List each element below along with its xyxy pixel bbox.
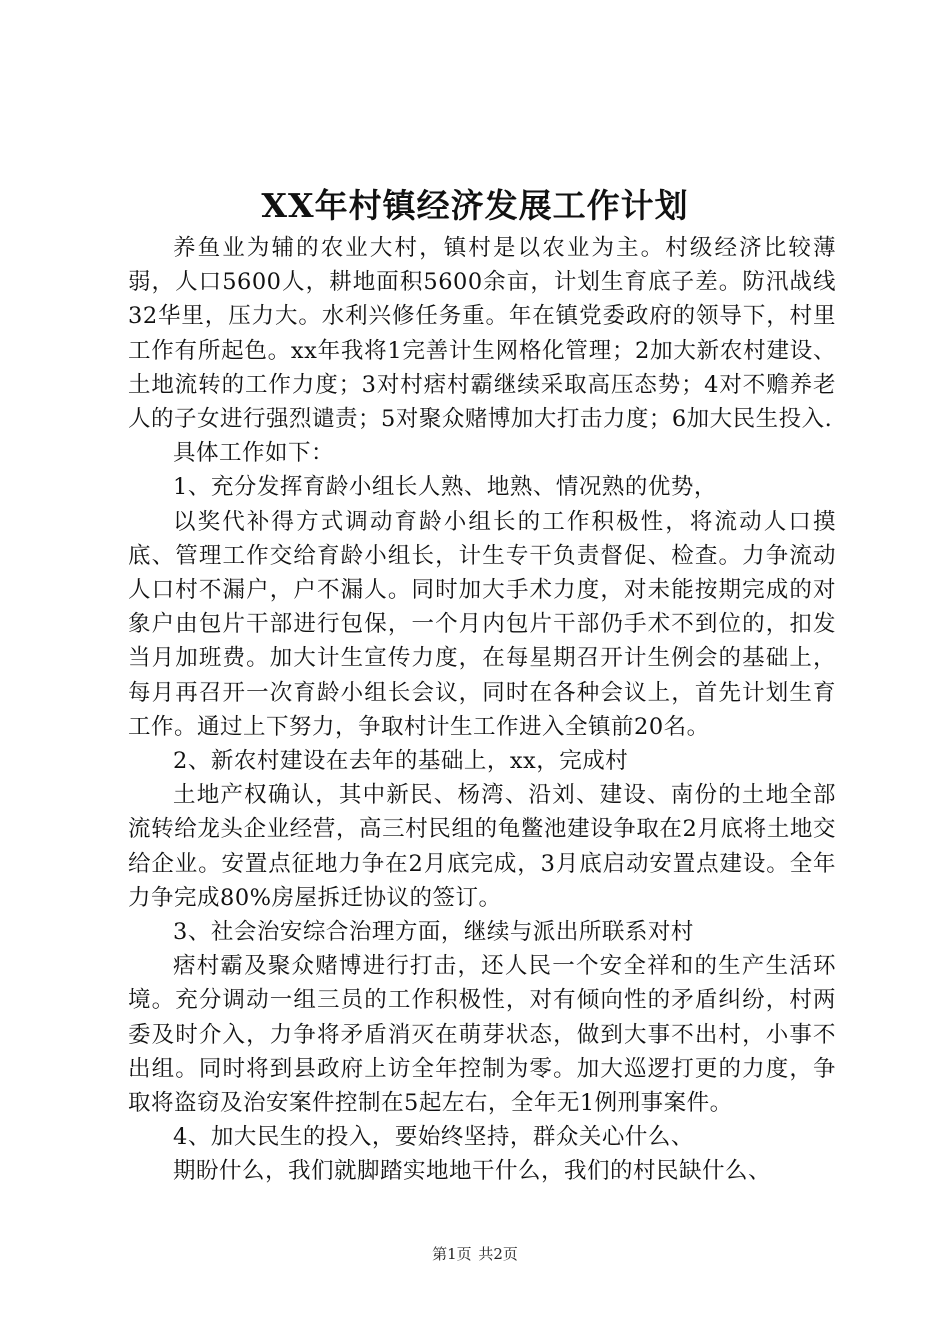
paragraph-item-3-body: 痞村霸及聚众赌博进行打击，还人民一个安全祥和的生产生活环境。充分调动一组三员的工作积极性，对有倾向性的矛盾纠纷，村两委及时介入，力争将矛盾消灭在萌芽状态，做到大事不出村，小事不出组。同时将到县政府上访全年控制为零。加大巡逻打更的力度，争取将盗窃及治安案件控制在5起左右，全年无1例刑事案件。 (128, 953, 836, 1117)
paragraph-item-4-body: 期盼什么，我们就脚踏实地地干什么，我们的村民缺什么、 (173, 1158, 772, 1185)
document-title: XX年村镇经济发展工作计划 (261, 186, 689, 225)
paragraph-intro: 养鱼业为辅的农业大村，镇村是以农业为主。村级经济比较薄弱，人口5600人，耕地面积5600余亩，计划生育底子差。防汛战线32华里，压力大。水利兴修任务重。年在镇党委政府的领导下，村里工作有所起色。xx年我将1完善计生网格化管理；2加大新农村建设、土地流转的工作力度；3对村痞村霸继续采取高压态势；4对不赡养老人的子女进行强烈谴责；5对聚众赌博加大打击力度；6加大民生投入. (128, 235, 836, 433)
paragraph-item-2-heading: 2、新农村建设在去年的基础上，xx，完成村 (173, 748, 629, 775)
paragraph-item-2-body: 土地产权确认，其中新民、杨湾、沿刘、建设、南份的土地全部流转给龙头企业经营，高三村民组的龟鳖池建设争取在2月底将土地交给企业。安置点征地力争在2月底完成，3月底启动安置点建设。全年力争完成80%房屋拆迁协议的签订。 (128, 782, 836, 911)
paragraph-work-heading: 具体工作如下： (173, 440, 335, 467)
paragraph-item-1-body: 以奖代补得方式调动育龄小组长的工作积极性，将流动人口摸底、管理工作交给育龄小组长，计生专干负责督促、检查。力争流动人口村不漏户，户不漏人。同时加大手术力度，对未能按期完成的对象户由包片干部进行包保，一个月内包片干部仍手术不到位的，扣发当月加班费。加大计生宣传力度，在每星期召开计生例会的基础上，每月再召开一次育龄小组长会议，同时在各种会议上，首先计划生育工作。通过上下努力，争取村计生工作进入全镇前20名。 (128, 508, 836, 740)
document-body (128, 231, 836, 1189)
page-total-label: 共2页 (478, 1245, 518, 1263)
page-footer (0, 1244, 950, 1264)
paragraph-item-4-heading: 4、加大民生的投入，要始终坚持，群众关心什么、 (173, 1124, 694, 1151)
paragraph-item-1-heading: 1、充分发挥育龄小组长人熟、地熟、情况熟的优势， (173, 474, 717, 501)
paragraph-item-3-heading: 3、社会治安综合治理方面，继续与派出所联系对村 (173, 919, 694, 946)
page-number-label: 第1页 (432, 1245, 472, 1263)
